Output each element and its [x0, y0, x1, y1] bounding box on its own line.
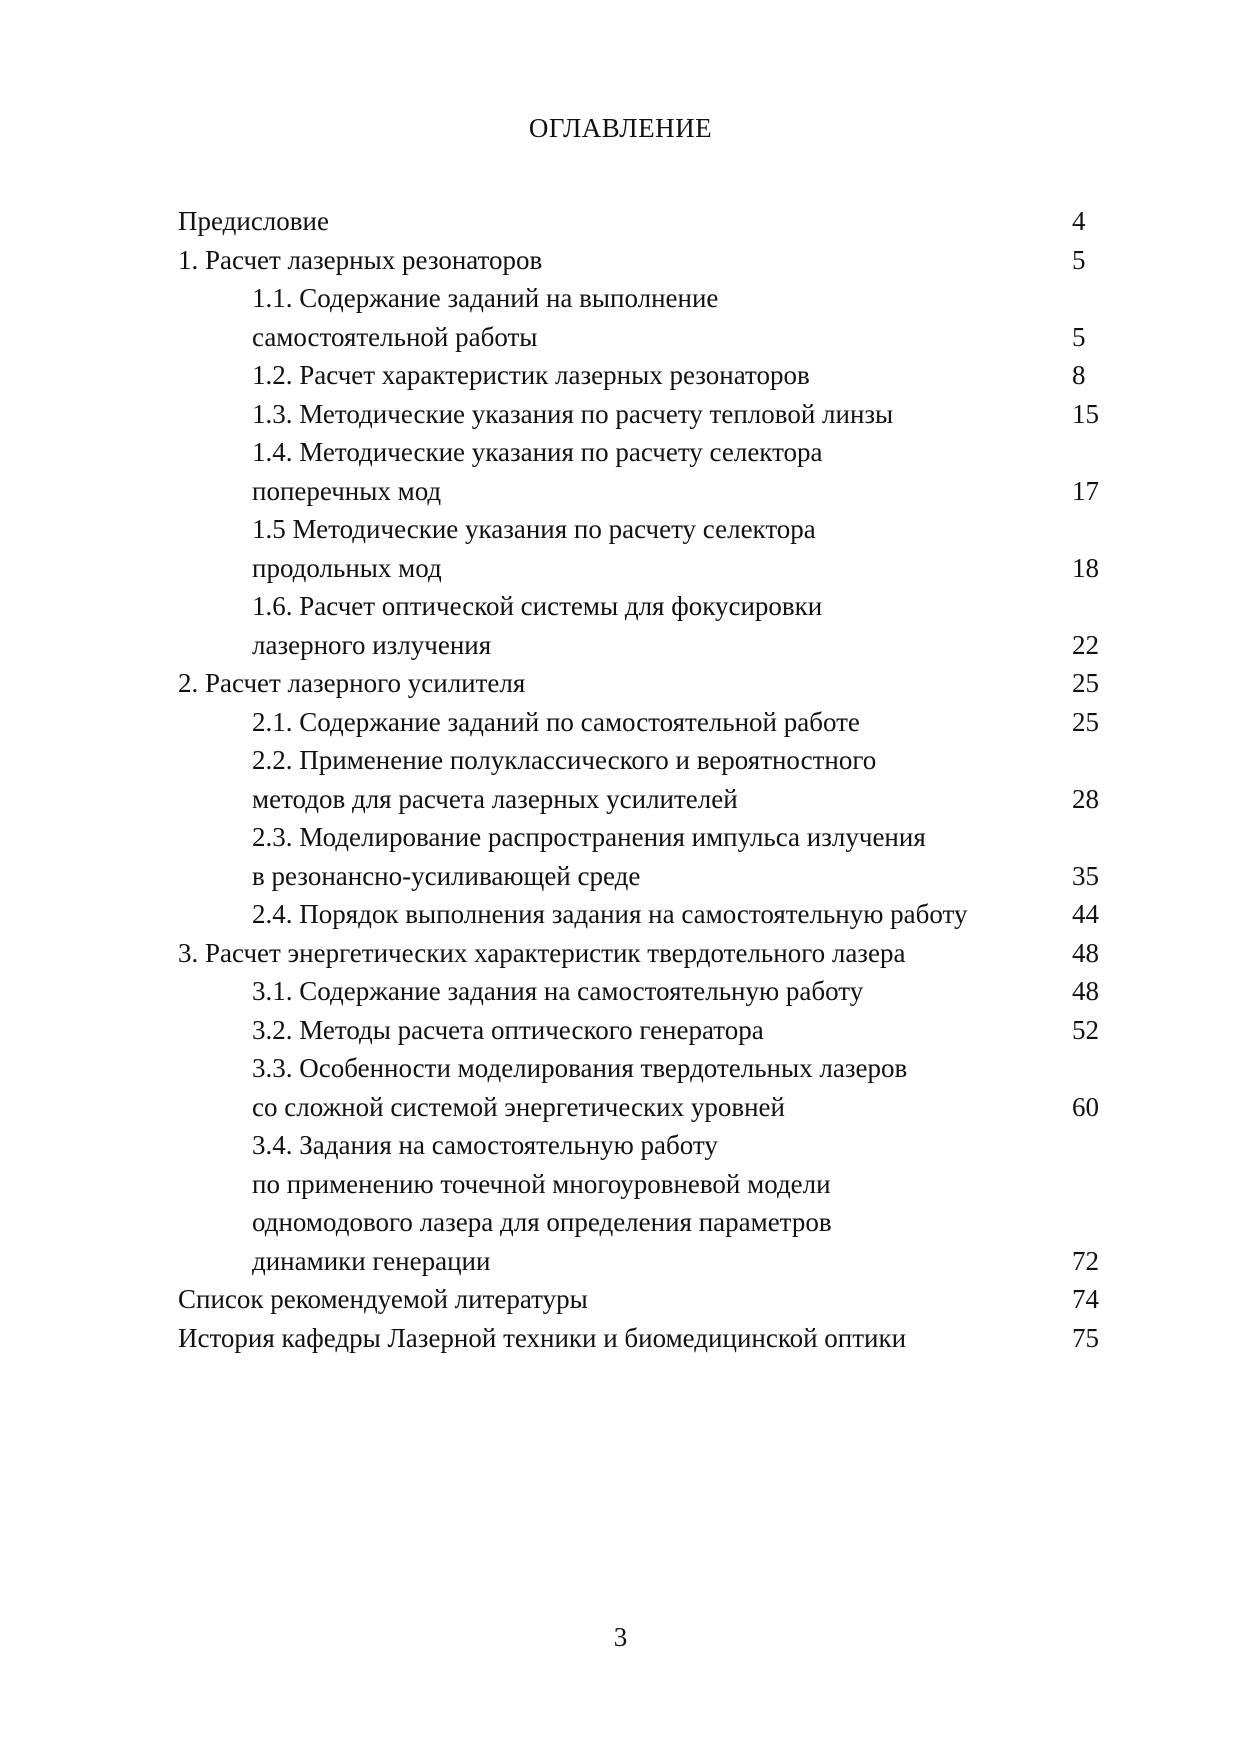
table-of-contents: [0, 202, 1241, 1357]
toc-entry[interactable]: [0, 395, 1241, 434]
toc-heading: ОГЛАВЛЕНИЕ: [528, 113, 713, 143]
page-number: 3: [613, 1622, 628, 1652]
toc-entry-text: 1. Расчет лазерных резонаторов: [178, 244, 543, 275]
toc-entry[interactable]: [0, 279, 1241, 318]
toc-entry[interactable]: [0, 1088, 1241, 1127]
toc-entry-text: 1.4. Методические указания по расчету селектора: [252, 437, 823, 467]
toc-entry[interactable]: [0, 934, 1241, 973]
toc-entry-page: 75: [1072, 1322, 1099, 1353]
toc-entry-text: 2.2. Применение полуклассического и вероятностного: [252, 745, 877, 775]
toc-entry-text: 1.6. Расчет оптической системы для фокусировки: [252, 591, 823, 621]
toc-entry-text: 1.3. Методические указания по расчету тепловой линзы: [252, 398, 894, 429]
toc-entry[interactable]: [0, 356, 1241, 395]
toc-entry-text: 3. Расчет энергетических характеристик твердотельного лазера: [178, 937, 906, 968]
toc-entry-page: 4: [1072, 206, 1086, 236]
toc-entry-text: одномодового лазера для определения параметров: [252, 1207, 832, 1237]
toc-entry-page: 60: [1072, 1091, 1099, 1122]
toc-entry[interactable]: [0, 1011, 1241, 1050]
toc-entry-text: 1.2. Расчет характеристик лазерных резонаторов: [252, 360, 810, 390]
toc-entry-text: 2. Расчет лазерного усилителя: [178, 668, 526, 698]
toc-entry-page: 22: [1072, 629, 1099, 660]
toc-entry-text: 2.3. Моделирование распространения импульса излучения: [252, 822, 926, 852]
toc-entry[interactable]: [0, 1049, 1241, 1088]
toc-entry-page: 48: [1072, 937, 1099, 968]
toc-entry[interactable]: [0, 703, 1241, 742]
toc-entry-text: История кафедры Лазерной техники и биомедицинской оптики: [178, 1322, 907, 1353]
toc-entry[interactable]: [0, 202, 1241, 241]
toc-entry[interactable]: [0, 1280, 1241, 1319]
toc-entry-page: 15: [1072, 398, 1099, 429]
toc-entry[interactable]: [0, 549, 1241, 588]
toc-entry-text: 3.2. Методы расчета оптического генератора: [252, 1014, 764, 1045]
toc-entry[interactable]: [0, 1203, 1241, 1242]
toc-entry-page: 74: [1072, 1284, 1099, 1314]
toc-entry-page: 25: [1072, 706, 1099, 737]
toc-entry-text: по применению точечной многоуровневой модели: [252, 1168, 831, 1199]
toc-entry[interactable]: [0, 857, 1241, 896]
toc-entry-text: 1.1. Содержание заданий на выполнение: [252, 283, 719, 313]
toc-entry-text: поперечных мод: [252, 475, 442, 506]
toc-entry[interactable]: [0, 818, 1241, 857]
toc-entry-page: 25: [1072, 668, 1099, 698]
toc-entry-page: 18: [1072, 552, 1099, 583]
toc-entry-text: Предисловие: [178, 206, 329, 236]
toc-entry[interactable]: [0, 1242, 1241, 1281]
toc-entry-text: 3.3. Особенности моделирования твердотельных лазеров: [252, 1053, 908, 1083]
toc-entry-text: 3.1. Содержание задания на самостоятельную работу: [252, 976, 864, 1006]
toc-entry-page: 28: [1072, 783, 1099, 814]
toc-entry-text: самостоятельной работы: [252, 321, 538, 352]
toc-entry-text: 2.1. Содержание заданий по самостоятельной работе: [252, 706, 860, 737]
toc-entry-text: 2.4. Порядок выполнения задания на самостоятельную работу: [252, 899, 968, 929]
toc-entry[interactable]: [0, 780, 1241, 819]
toc-entry-text: со сложной системой энергетических уровней: [252, 1091, 785, 1122]
toc-entry[interactable]: [0, 895, 1241, 934]
toc-entry-page: 48: [1072, 976, 1099, 1006]
toc-entry[interactable]: [0, 472, 1241, 511]
toc-entry[interactable]: [0, 664, 1241, 703]
toc-entry-text: 1.5 Методические указания по расчету селектора: [252, 514, 816, 544]
toc-entry-text: 3.4. Задания на самостоятельную работу: [252, 1130, 718, 1160]
toc-entry[interactable]: [0, 626, 1241, 665]
toc-entry-page: 44: [1072, 899, 1099, 929]
toc-entry[interactable]: [0, 587, 1241, 626]
toc-entry-text: продольных мод: [252, 552, 442, 583]
toc-entry-page: 17: [1072, 475, 1099, 506]
toc-entry[interactable]: [0, 318, 1241, 357]
toc-entry[interactable]: [0, 241, 1241, 280]
toc-entry-page: 35: [1072, 860, 1099, 891]
toc-entry-page: 5: [1072, 244, 1086, 275]
toc-entry-page: 8: [1072, 360, 1086, 390]
toc-entry[interactable]: [0, 1126, 1241, 1165]
toc-entry[interactable]: [0, 1165, 1241, 1204]
toc-entry[interactable]: [0, 972, 1241, 1011]
toc-entry-page: 5: [1072, 321, 1086, 352]
toc-entry[interactable]: [0, 741, 1241, 780]
toc-entry-text: Список рекомендуемой литературы: [178, 1284, 588, 1314]
toc-entry[interactable]: [0, 510, 1241, 549]
toc-entry-text: лазерного излучения: [252, 629, 492, 660]
toc-entry-text: методов для расчета лазерных усилителей: [252, 783, 738, 814]
toc-entry[interactable]: [0, 1319, 1241, 1358]
toc-entry-page: 72: [1072, 1245, 1099, 1276]
toc-entry-text: в резонансно-усиливающей среде: [252, 860, 641, 891]
toc-entry-text: динамики генерации: [252, 1245, 491, 1276]
toc-entry[interactable]: [0, 433, 1241, 472]
toc-entry-page: 52: [1072, 1014, 1099, 1045]
